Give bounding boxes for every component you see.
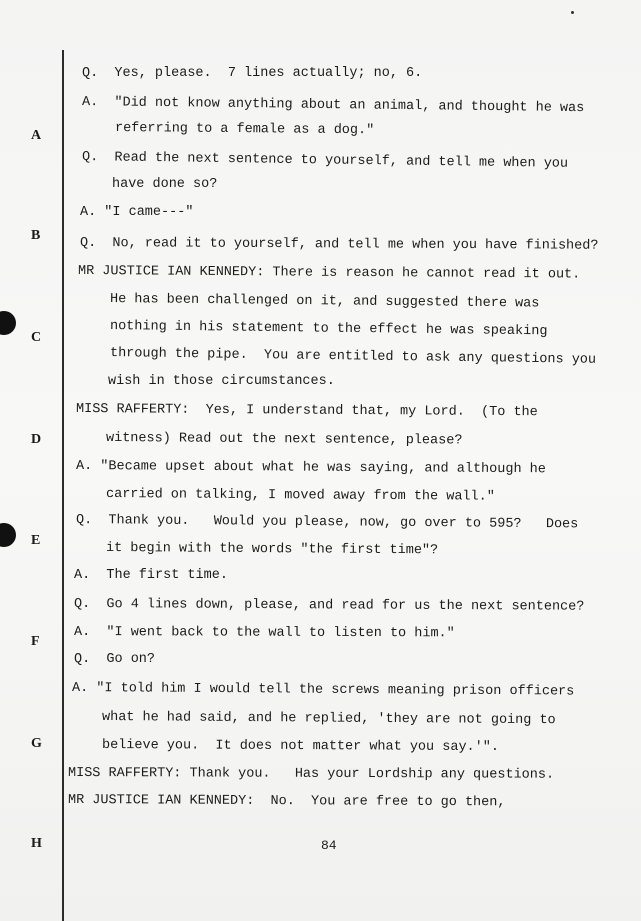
transcript-line: MISS RAFFERTY: Thank you. Has your Lordship any questions. — [67, 766, 555, 783]
margin-rule — [62, 50, 64, 921]
transcript-line: referring to a female as a dog." — [114, 121, 375, 139]
transcript-line: Q. Read the next sentence to yourself, and tell me when you — [81, 150, 569, 172]
transcript-line: nothing in his statement to the effect he was speaking — [109, 319, 548, 340]
margin-letter-h: H — [31, 836, 42, 851]
transcript-line: through the pipe. You are entitled to ask any questions you — [109, 346, 597, 368]
transcript-line: A. The first time. — [74, 568, 228, 583]
punch-hole-lower — [0, 523, 16, 547]
transcript-line: carried on talking, I moved away from the wall." — [105, 487, 495, 505]
transcript-line: MISS RAFFERTY: Yes, I understand that, my Lord. (To the — [75, 402, 538, 421]
transcript-line: Q. No, read it to yourself, and tell me when you have finished? — [79, 236, 599, 254]
margin-letter-b: B — [31, 228, 41, 243]
transcript-line: A. "I told him I would tell the screws meaning prison officers — [71, 681, 575, 700]
transcript-line: Q. Go on? — [74, 652, 156, 667]
paper-speck — [571, 11, 574, 14]
transcript-line: what he had said, and he replied, 'they are not going to — [101, 710, 556, 729]
margin-letter-a: A — [31, 128, 42, 143]
margin-letter-c: C — [31, 330, 42, 345]
page-number: 84 — [321, 838, 337, 853]
transcript-line: A. "Did not know anything about an animal, and thought he was — [81, 95, 585, 117]
transcript-line: A. "I went back to the wall to listen to him." — [73, 625, 455, 642]
margin-letter-d: D — [31, 432, 42, 447]
transcript-line: A. "Became upset about what he was saying, and although he — [75, 459, 546, 478]
transcript-line: A. "I came---" — [80, 205, 194, 220]
margin-letter-e: E — [31, 533, 41, 548]
punch-hole-upper — [0, 311, 16, 335]
margin-letter-f: F — [31, 634, 40, 649]
transcript-line: wish in those circumstances. — [108, 374, 335, 389]
transcript-line: Q. Yes, please. 7 lines actually; no, 6. — [82, 66, 423, 81]
transcript-line: Q. Thank you. Would you please, now, go over to 595? Does — [75, 513, 579, 533]
transcript-line: He has been challenged on it, and suggested there was — [109, 292, 540, 312]
transcript-line: MR JUSTICE IAN KENNEDY: No. You are free to go then, — [67, 793, 506, 811]
transcript-line: MR JUSTICE IAN KENNEDY: There is reason he cannot read it out. — [77, 264, 581, 283]
transcript-line: believe you. It does not matter what you say.'". — [101, 738, 500, 756]
margin-letter-g: G — [31, 736, 42, 751]
transcript-line: have done so? — [112, 177, 218, 192]
transcript-line: Q. Go 4 lines down, please, and read for us the next sentence? — [73, 597, 585, 615]
transcript-line: witness) Read out the next sentence, please? — [105, 431, 463, 449]
transcript-line: it begin with the words "the first time"? — [105, 541, 439, 559]
